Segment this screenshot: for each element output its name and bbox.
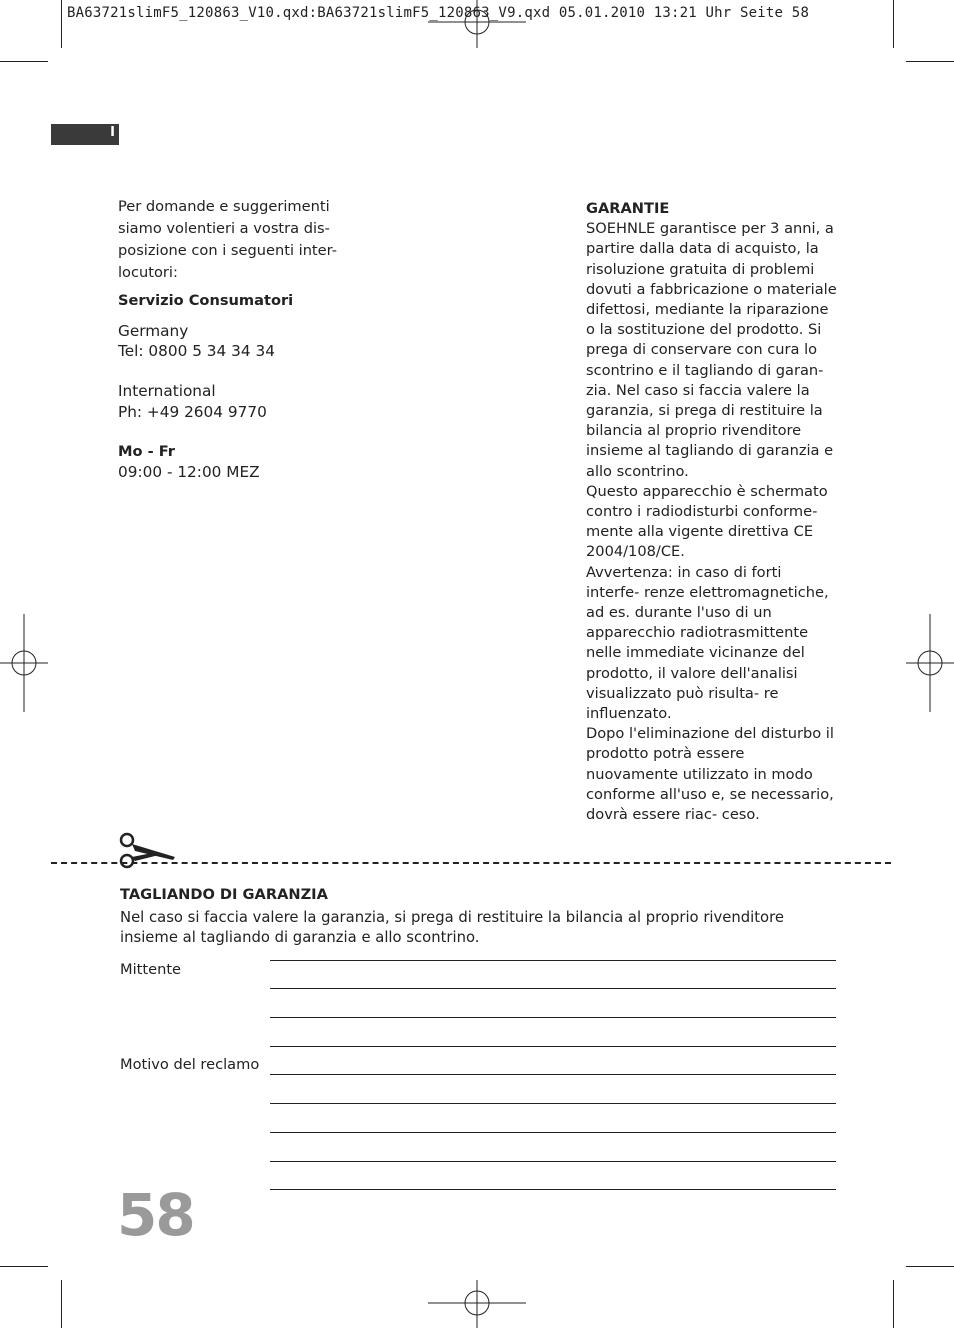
reason-line[interactable] [270, 1161, 836, 1162]
crop-mark [0, 1266, 48, 1267]
sender-label: Mittente [120, 961, 182, 978]
contact-intro: Per domande e suggerimenti siamo volentieri a vostra dis- posizione con i seguenti inter- locutori: [118, 198, 337, 281]
crop-mark [61, 0, 62, 48]
registration-mark-icon [906, 614, 954, 712]
reason-line[interactable] [270, 1103, 836, 1104]
coupon-heading: TAGLIANDO DI GARANZIA [120, 886, 328, 903]
crop-mark [906, 61, 954, 62]
hours-value: 09:00 - 12:00 MEZ [118, 463, 260, 481]
warranty-heading: GARANTIE [586, 200, 670, 217]
page-number: 58 [117, 1181, 194, 1249]
germany-phone: Tel: 0800 5 34 34 34 [118, 342, 275, 360]
reason-line[interactable] [270, 1074, 836, 1075]
crop-mark [893, 1280, 894, 1328]
crop-mark [893, 0, 894, 48]
germany-label: Germany [118, 322, 189, 340]
crop-mark [0, 61, 48, 62]
sender-line[interactable] [270, 988, 836, 989]
warranty-paragraph: SOEHNLE garantisce per 3 anni, a partire dalla data di acquisto, la risoluzione gratuita di problemi dovuti a fabbricazione o materiale difettosi, mediante la riparazione o la sostituzione del prodotto. Si prega di conservare con cura lo scontrino e il tagliando di garan- zia. Nel caso si faccia valere la garanzia, si prega di restituire la bilancia al proprio rivenditore insieme al tagliando di garanzia e allo scontrino. [586, 220, 837, 480]
print-slug: BA63721slimF5_120863_V10.qxd:BA63721slimF5_120863_V9.qxd 05.01.2010 13:21 Uhr Seite 58 [67, 5, 810, 21]
service-heading: Servizio Consumatori [118, 292, 294, 309]
warranty-block [586, 199, 838, 825]
sender-line[interactable] [270, 1017, 836, 1018]
registration-mark-icon [428, 1280, 526, 1328]
international-phone: Ph: +49 2604 9770 [118, 403, 267, 421]
hours-heading: Mo - Fr [118, 443, 175, 460]
sender-line[interactable] [270, 960, 836, 961]
warranty-paragraph: Dopo l'eliminazione del disturbo il prodotto potrà essere nuovamente utilizzato in modo conforme all'uso e, se necessario, dovrà essere riac- ceso. [586, 725, 834, 824]
reason-line[interactable] [270, 1132, 836, 1133]
reason-label: Motivo del reclamo [120, 1056, 260, 1073]
coupon-text: Nel caso si faccia valere la garanzia, si prega di restituire la bilancia al proprio rivenditore insieme al tagliando di garanzia e allo scontrino. [120, 909, 784, 947]
reason-line[interactable] [270, 1189, 836, 1190]
crop-mark [61, 1280, 62, 1328]
warranty-paragraph: Avvertenza: in caso di forti interfe- renze elettromagnetiche, ad es. durante l'uso di un apparecchio radiotrasmittente nelle immediate vicinanze del prodotto, il valore dell'analisi visualizzato può risulta- re influenzato. [586, 563, 829, 723]
registration-mark-icon [0, 614, 48, 712]
reason-line[interactable] [270, 1046, 836, 1047]
language-tab: I [51, 124, 119, 145]
cut-line [51, 862, 891, 864]
crop-mark [906, 1266, 954, 1267]
scissors-icon [117, 830, 177, 870]
registration-mark-icon [428, 0, 526, 48]
warranty-paragraph: Questo apparecchio è schermato contro i radiodisturbi conforme- mente alla vigente direttiva CE 2004/108/CE. [586, 482, 828, 561]
international-label: International [118, 382, 216, 400]
